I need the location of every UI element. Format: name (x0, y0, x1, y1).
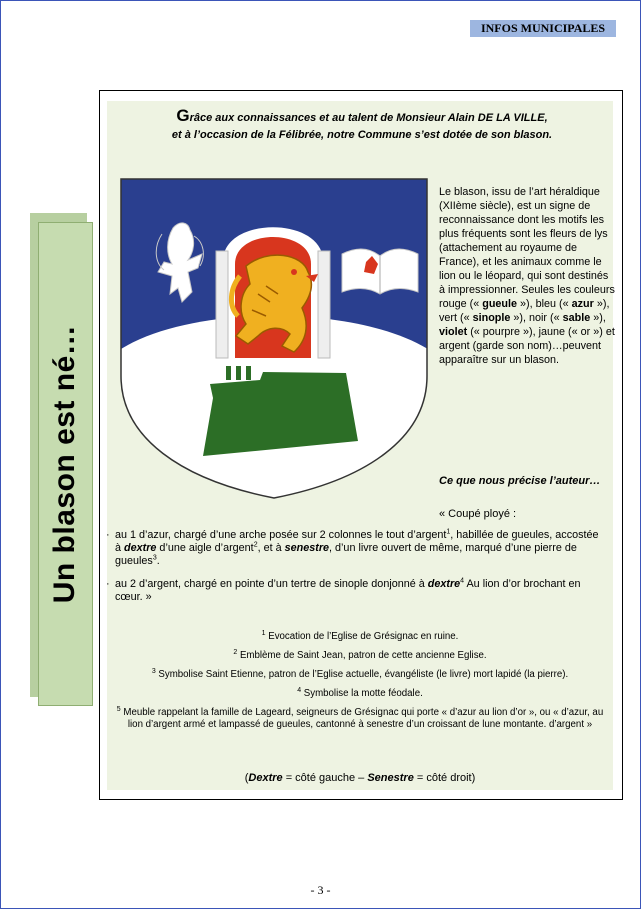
term-sinople: sinople (472, 312, 511, 324)
heraldry-description (439, 185, 617, 367)
side-title: Un blason est né… (48, 324, 81, 604)
blazon-item-1: · au 1 d’azur, chargé d’une arche posée sur 2 colonnes le tout d’argent$^1$, habillée de gueules, accostée à dextre d’une aigle d’argent$^2$, et à senestre, d’un livre ouvert de même, marqué d’une pierre de gueules$^3$. (106, 528, 599, 567)
term-sable: sable (562, 312, 591, 324)
intro-line-2: et à l’occasion de la Félibrée, notre Commune s’est dotée de son blason. (171, 129, 553, 141)
footnote-5: $^5$ Meuble rappelant la famille de Lageard, seigneurs de Grésignac qui porte « d’azur au lion d’or », ou « d’azur, au lion d’argent armé et lampassé de gueules, cantonné à senestre d’un croissant de lune montante. d’argent » (116, 705, 604, 730)
article-box (99, 90, 623, 800)
right-column-icon (318, 251, 330, 358)
bullet-dot: · (106, 529, 110, 541)
intro-text (112, 107, 612, 144)
desc-part-2: »), bleu (« (517, 298, 572, 310)
desc-part-3: »), vert (« (439, 298, 610, 324)
footnote-3: $^3$ Symbolise Saint Etienne, patron de l’Eglise actuelle, évangéliste (le livre) mort lapidé (la pierre). (151, 667, 569, 680)
term-azur: azur (571, 298, 594, 310)
blazon-item-2: · au 2 d’argent, chargé en pointe d’un tertre de sinople donjonné à dextre$^4$ Au lion d’or brochant en cœur. » (106, 577, 581, 603)
book-icon (342, 249, 418, 294)
author-heading: Ce que nous précise l’auteur… (439, 475, 601, 487)
desc-part-6: (« pourpre »), jaune (« or ») et argent (garde son nom)…peuvent apparaître sur un blason. (439, 326, 615, 366)
footnotes (108, 631, 612, 738)
blazon-intro: « Coupé ployé : (439, 508, 517, 520)
desc-part-1: Le blason, issu de l’art héraldique (XIIème siècle), est un signe de reconnaissance dont les motifs les plus fréquents sont les fleurs de lys (attachement au royaume de France), et les animaux comme le lion ou le léopard, qui sont destinés à impressionner. Seules les couleurs rouge (« (439, 186, 615, 310)
coat-of-arms-illustration (118, 176, 431, 501)
intro-line-1: râce aux connaissances et au talent de Monsieur Alain DE LA VILLE, (189, 112, 548, 124)
desc-part-5: »), (590, 312, 606, 324)
left-column-icon (216, 251, 228, 358)
footnote-2: $^2$ Emblème de Saint Jean, patron de cette ancienne Eglise. (233, 648, 487, 661)
section-header-tab: INFOS MUNICIPALES (470, 20, 616, 37)
intro-dropcap: G (176, 106, 190, 125)
dextre-senestre-legend: (Dextre = côté gauche – Senestre = côté droit) (244, 772, 476, 784)
page-number: - 3 - (310, 883, 331, 897)
term-gueule: gueule (482, 298, 518, 310)
coat-of-arms (118, 176, 431, 501)
desc-part-4: »), noir (« (510, 312, 563, 324)
footnote-1: $^1$ Evocation de l’Eglise de Grésignac en ruine. (261, 629, 459, 642)
bullet-dot: · (106, 578, 110, 590)
term-violet: violet (439, 326, 468, 338)
footnote-4: $^4$ Symbolise la motte féodale. (297, 686, 423, 699)
